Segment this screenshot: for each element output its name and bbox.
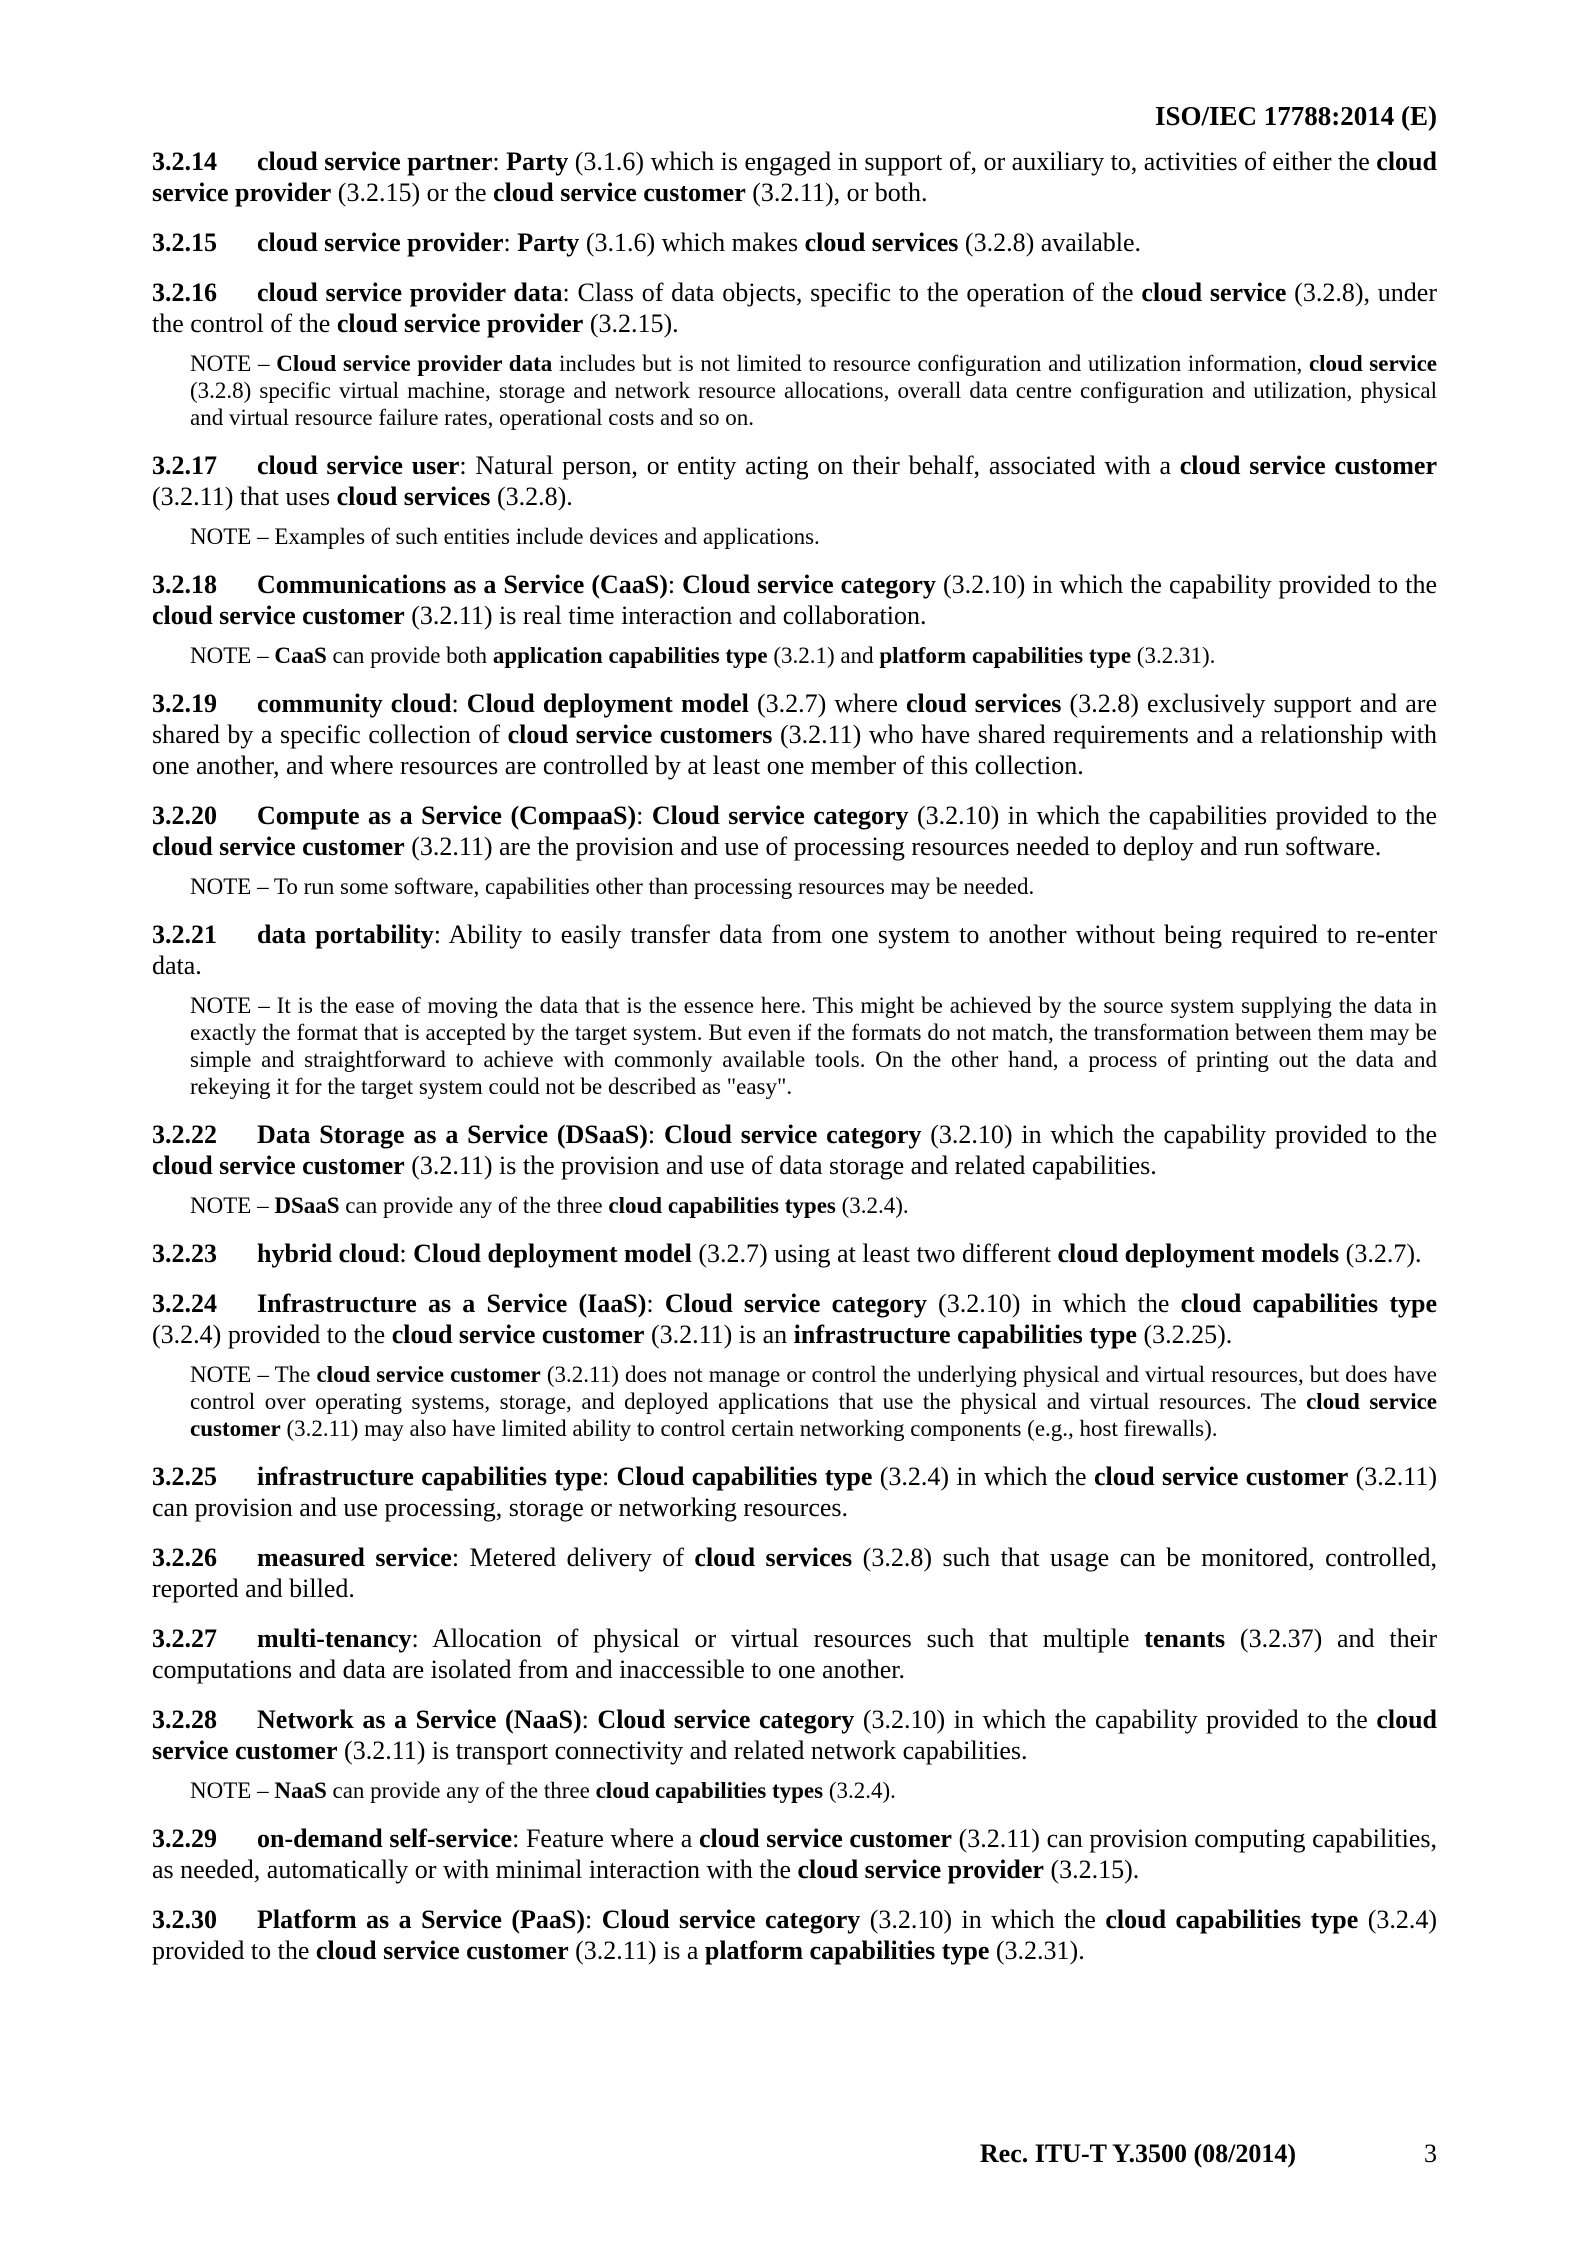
bold-term: cloud service: [1308, 351, 1437, 376]
text-run: (3.2.4).: [835, 1193, 909, 1218]
text-run: (3.2.11) is transport connectivity and related network capabilities.: [337, 1736, 1028, 1765]
text-run: (3.2.1) and: [767, 643, 880, 668]
text-run: (3.2.10) in which the capability provided to the: [921, 1120, 1437, 1149]
text-run: (3.2.4) provided to the: [152, 1905, 1438, 1965]
bold-term: cloud capabilities type: [1105, 1905, 1359, 1934]
note-3.2.18: [190, 642, 1437, 669]
clause-number: 3.2.17: [152, 451, 217, 480]
clause-number: 3.2.29: [152, 1824, 217, 1853]
bold-term: cloud service customer: [152, 832, 405, 861]
bold-term: Cloud capabilities type: [616, 1462, 873, 1491]
text-run: (3.2.15).: [1043, 1855, 1140, 1884]
bold-term: Cloud service category: [664, 1289, 927, 1318]
bold-term: Compute as a Service (CompaaS): [257, 801, 637, 830]
clause-number: 3.2.18: [152, 570, 217, 599]
text-run: (3.2.11) is the provision and use of data storage and related capabilities.: [404, 1151, 1157, 1180]
definition-3.2.29: [152, 1823, 1437, 1885]
text-run: (3.2.31).: [1131, 643, 1216, 668]
bold-term: cloud service customer: [190, 1389, 1437, 1441]
bold-term: NaaS: [274, 1778, 327, 1803]
note-3.2.17: [190, 523, 1437, 550]
clause-number: 3.2.30: [152, 1905, 217, 1934]
text-run: NOTE –: [190, 351, 277, 376]
definition-3.2.15: [152, 227, 1437, 258]
bold-term: cloud deployment models: [1057, 1239, 1340, 1268]
text-run: (3.2.10) in which the: [926, 1289, 1181, 1318]
text-run: :: [601, 1462, 617, 1491]
text-run: (3.2.8) exclusively support and are shared by a specific collection of: [152, 689, 1437, 749]
text-run: (3.2.11) can provision and use processing, storage or networking resources.: [152, 1462, 1437, 1522]
definition-3.2.30: [152, 1904, 1437, 1966]
bold-term: Cloud service provider data: [276, 351, 553, 376]
text-run: NOTE – To run some software, capabilities other than processing resources may be needed.: [190, 874, 1035, 899]
text-run: :: [647, 1120, 664, 1149]
text-run: : Class of data objects, specific to the operation of the: [562, 278, 1142, 307]
bold-term: cloud service provider: [336, 309, 584, 338]
bold-term: infrastructure capabilities type: [793, 1320, 1137, 1349]
text-run: (3.1.6) which makes: [579, 228, 805, 257]
text-run: (3.2.10) in which the capability provided to the: [935, 570, 1437, 599]
text-run: (3.2.8) available.: [958, 228, 1142, 257]
clause-number: 3.2.16: [152, 278, 217, 307]
bold-term: cloud service customers: [507, 720, 773, 749]
page-number: 3: [1424, 2139, 1437, 2168]
bold-term: cloud service provider: [797, 1855, 1044, 1884]
text-run: :: [503, 228, 518, 257]
bold-term: cloud services: [906, 689, 1062, 718]
bold-term: measured service: [257, 1543, 452, 1572]
bold-term: Cloud service category: [682, 570, 936, 599]
bold-term: Cloud service category: [663, 1120, 922, 1149]
text-run: (3.2.11) may also have limited ability to control certain networking components (e.g., host firewalls).: [280, 1416, 1218, 1441]
text-run: (3.2.11) that uses: [152, 482, 337, 511]
definitions-list: [152, 146, 1437, 1966]
text-run: (3.2.11), or both.: [745, 178, 928, 207]
bold-term: cloud service customer: [152, 1151, 405, 1180]
text-run: (3.2.37) and their computations and data are isolated from and inaccessible to one another.: [152, 1624, 1437, 1684]
text-run: can provide both: [326, 643, 493, 668]
bold-term: Data Storage as a Service (DSaaS): [257, 1120, 648, 1149]
text-run: : Feature where a: [512, 1824, 699, 1853]
definition-3.2.14: [152, 146, 1437, 208]
bold-term: cloud capabilities types: [595, 1778, 824, 1803]
bold-term: cloud service provider data: [257, 278, 563, 307]
clause-number: 3.2.20: [152, 801, 217, 830]
text-run: : Metered delivery of: [451, 1543, 695, 1572]
page-header: ISO/IEC 17788:2014 (E): [1154, 101, 1437, 131]
text-run: (3.2.10) in which the capability provided to the: [854, 1705, 1377, 1734]
text-run: : Ability to easily transfer data from one system to another without being required to re-enter data.: [152, 920, 1437, 980]
text-run: (3.2.7).: [1339, 1239, 1422, 1268]
definition-3.2.26: [152, 1542, 1437, 1604]
text-run: (3.1.6) which is engaged in support of, or auxiliary to, activities of either the: [568, 147, 1377, 176]
bold-term: cloud service customer: [1179, 451, 1437, 480]
text-run: :: [636, 801, 652, 830]
clause-number: 3.2.21: [152, 920, 217, 949]
bold-term: hybrid cloud: [257, 1239, 400, 1268]
definition-3.2.21: [152, 919, 1437, 981]
clause-number: 3.2.24: [152, 1289, 217, 1318]
text-run: (3.2.8) specific virtual machine, storage and network resource allocations, overall data centre configuration and utilization, physical and virtual resource failure rates, operational costs and so on.: [190, 378, 1437, 430]
bold-term: cloud service user: [257, 451, 460, 480]
bold-term: cloud service provider: [257, 228, 504, 257]
bold-term: platform capabilities type: [704, 1936, 990, 1965]
text-run: (3.2.11) is an: [644, 1320, 794, 1349]
definition-3.2.23: [152, 1238, 1437, 1269]
text-run: includes but is not limited to resource configuration and utilization information,: [552, 351, 1309, 376]
text-run: NOTE – The: [190, 1362, 317, 1387]
text-run: (3.2.4).: [823, 1778, 896, 1803]
clause-number: 3.2.26: [152, 1543, 217, 1572]
clause-number: 3.2.22: [152, 1120, 217, 1149]
bold-term: Cloud deployment model: [466, 689, 749, 718]
bold-term: Infrastructure as a Service (IaaS): [257, 1289, 647, 1318]
text-run: (3.2.8) such that usage can be monitored, controlled, reported and billed.: [152, 1543, 1438, 1603]
text-run: (3.2.10) in which the: [860, 1905, 1106, 1934]
bold-term: on-demand self-service: [257, 1824, 513, 1853]
note-3.2.16: [190, 350, 1437, 431]
note-3.2.28: [190, 1777, 1437, 1804]
bold-term: cloud service customer: [493, 178, 746, 207]
bold-term: multi-tenancy: [257, 1624, 412, 1653]
clause-number: 3.2.15: [152, 228, 217, 257]
text-run: :: [492, 147, 507, 176]
bold-term: platform capabilities type: [879, 643, 1132, 668]
bold-term: Cloud service category: [597, 1705, 855, 1734]
bold-term: Cloud service category: [651, 801, 909, 830]
text-run: : Natural person, or entity acting on their behalf, associated with a: [459, 451, 1180, 480]
definition-3.2.24: [152, 1288, 1437, 1350]
text-run: can provide any of the three: [339, 1193, 609, 1218]
text-run: (3.2.10) in which the capabilities provided to the: [908, 801, 1438, 830]
text-run: : Allocation of physical or virtual resources such that multiple: [411, 1624, 1145, 1653]
bold-term: cloud capabilities type: [1180, 1289, 1437, 1318]
bold-term: cloud service customer: [315, 1936, 569, 1965]
text-run: can provide any of the three: [326, 1778, 596, 1803]
bold-term: application capabilities type: [492, 643, 768, 668]
bold-term: cloud service customer: [698, 1824, 952, 1853]
bold-term: Platform as a Service (PaaS): [257, 1905, 586, 1934]
text-run: (3.2.11) is real time interaction and collaboration.: [404, 601, 927, 630]
definition-3.2.22: [152, 1119, 1437, 1181]
text-run: (3.2.7) using at least two different: [691, 1239, 1058, 1268]
text-run: (3.2.4) in which the: [872, 1462, 1094, 1491]
text-run: NOTE –: [190, 1193, 275, 1218]
bold-term: cloud service partner: [257, 147, 493, 176]
recommendation-reference: Rec. ITU-T Y.3500 (08/2014): [979, 2139, 1296, 2168]
text-run: (3.2.11) who have shared requirements and a relationship with one another, and where resources are controlled by at least one member of this collection.: [152, 720, 1437, 780]
clause-number: 3.2.27: [152, 1624, 217, 1653]
text-run: (3.2.15).: [583, 309, 679, 338]
bold-term: cloud service customer: [152, 1705, 1437, 1765]
text-run: (3.2.25).: [1136, 1320, 1233, 1349]
text-run: :: [646, 1289, 665, 1318]
bold-term: Party: [506, 147, 569, 176]
bold-term: cloud capabilities types: [608, 1193, 836, 1218]
text-run: (3.2.8), under the control of the: [152, 278, 1437, 338]
bold-term: Cloud service category: [601, 1905, 861, 1934]
text-run: NOTE – It is the ease of moving the data that is the essence here. This might be achieved by the source system supplying the data in exactly the format that is accepted by the target system. But even if the formats do not match, the transformation between them may be simple and straightforward to achieve with commonly available tools. On the other hand, a process of printing out the data and rekeying it for the target system could not be described as "easy".: [190, 993, 1437, 1099]
clause-number: 3.2.19: [152, 689, 217, 718]
text-run: (3.2.7) where: [748, 689, 906, 718]
definition-3.2.20: [152, 800, 1437, 862]
text-run: (3.2.11) does not manage or control the underlying physical and virtual resources, but does have control over operating systems, storage, and deployed applications that use the physical and virtual resources. The: [190, 1362, 1437, 1414]
text-run: NOTE –: [190, 1778, 275, 1803]
definition-3.2.16: [152, 277, 1437, 339]
text-run: (3.2.11) can provision computing capabilities, as needed, automatically or with minimal interaction with the: [152, 1824, 1437, 1884]
definition-3.2.28: [152, 1704, 1437, 1766]
bold-term: cloud services: [694, 1543, 853, 1572]
bold-term: DSaaS: [274, 1193, 340, 1218]
bold-term: cloud services: [336, 482, 491, 511]
definition-3.2.18: [152, 569, 1437, 631]
text-run: (3.2.4) provided to the: [152, 1320, 392, 1349]
text-run: :: [451, 689, 467, 718]
bold-term: cloud services: [804, 228, 959, 257]
note-3.2.21: [190, 992, 1437, 1100]
text-run: NOTE –: [190, 643, 275, 668]
note-3.2.20: [190, 873, 1437, 900]
bold-term: cloud service customer: [1093, 1462, 1349, 1491]
bold-term: cloud service customer: [391, 1320, 645, 1349]
bold-term: cloud service customer: [152, 601, 405, 630]
clause-number: 3.2.23: [152, 1239, 217, 1268]
definition-3.2.25: [152, 1461, 1437, 1523]
text-run: (3.2.15) or the: [331, 178, 494, 207]
bold-term: Communications as a Service (CaaS): [257, 570, 668, 599]
page-footer: [152, 2138, 1437, 2170]
definition-3.2.17: [152, 450, 1437, 512]
bold-term: Party: [517, 228, 580, 257]
bold-term: CaaS: [274, 643, 327, 668]
text-run: (3.2.11) are the provision and use of processing resources needed to deploy and run software.: [404, 832, 1382, 861]
definition-3.2.27: [152, 1623, 1437, 1685]
bold-term: Cloud deployment model: [413, 1239, 692, 1268]
text-run: :: [581, 1705, 598, 1734]
text-run: NOTE – Examples of such entities include devices and applications.: [190, 524, 820, 549]
clause-number: 3.2.28: [152, 1705, 217, 1734]
bold-term: infrastructure capabilities type: [257, 1462, 602, 1491]
bold-term: tenants: [1144, 1624, 1226, 1653]
bold-term: cloud service customer: [316, 1362, 541, 1387]
definition-3.2.19: [152, 688, 1437, 781]
clause-number: 3.2.14: [152, 147, 217, 176]
text-run: :: [585, 1905, 602, 1934]
bold-term: data portability: [257, 920, 434, 949]
bold-term: Network as a Service (NaaS): [257, 1705, 582, 1734]
text-run: :: [667, 570, 683, 599]
note-3.2.22: [190, 1192, 1437, 1219]
bold-term: cloud service provider: [152, 147, 1437, 207]
note-3.2.24: [190, 1361, 1437, 1442]
bold-term: cloud service: [1141, 278, 1287, 307]
text-run: (3.2.8).: [490, 482, 573, 511]
text-run: :: [399, 1239, 414, 1268]
clause-number: 3.2.25: [152, 1462, 217, 1491]
text-run: (3.2.11) is a: [568, 1936, 705, 1965]
text-run: (3.2.31).: [989, 1936, 1085, 1965]
bold-term: community cloud: [257, 689, 452, 718]
